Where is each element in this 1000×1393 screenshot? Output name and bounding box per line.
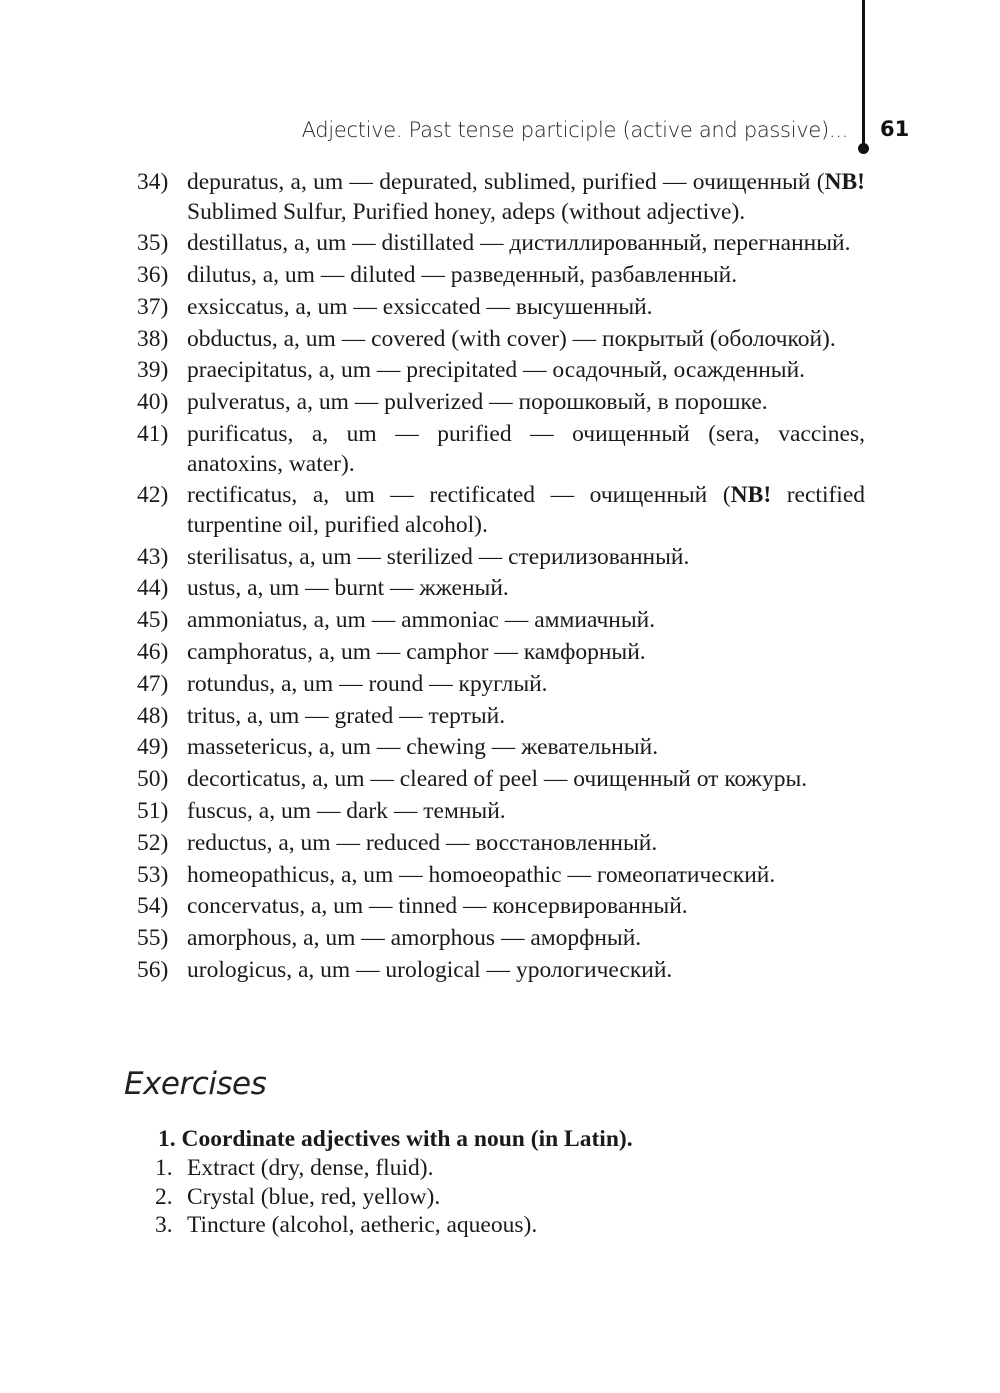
page-number: 61 xyxy=(880,117,910,141)
item-number: 1. xyxy=(155,1155,173,1181)
item-number: 40) xyxy=(137,389,169,416)
item-text: dilutus, a, um — diluted — разведенный, разбавленный. xyxy=(187,262,738,289)
item-text: concervatus, a, um — tinned — консервированный. xyxy=(187,893,688,920)
item-text: obductus, a, um — covered (with cover) — покрытый (оболочкой). xyxy=(187,325,836,352)
item-number: 48) xyxy=(137,702,169,729)
item-text: urologicus, a, um — urological — урологический. xyxy=(187,957,673,984)
list-item xyxy=(137,229,865,259)
item-number: 41) xyxy=(137,421,169,448)
item-number: 3. xyxy=(155,1212,173,1239)
item-text: exsiccatus, a, um — exsiccated — высушенный. xyxy=(187,293,653,320)
item-number: 56) xyxy=(137,957,169,984)
nb-marker: NB! xyxy=(730,482,772,509)
list-item xyxy=(137,325,865,355)
item-number: 55) xyxy=(137,925,169,952)
item-text: homeopathicus, a, um — homoeopathic — гомеопатический. xyxy=(187,861,776,888)
item-text: massetericus, a, um — chewing — жевательный. xyxy=(187,734,659,761)
item-text: pulveratus, a, um — pulverized — порошковый, в порошке. xyxy=(187,389,768,416)
header-vertical-rule xyxy=(862,0,865,148)
item-text: fuscus, a, um — dark — темный. xyxy=(187,798,506,825)
header-rule-dot xyxy=(858,143,869,154)
exercise-heading: 1. Coordinate adjectives with a noun (in Latin). xyxy=(158,1126,633,1152)
item-number: 43) xyxy=(137,543,169,570)
item-number: 34) xyxy=(137,169,169,195)
section-title: Exercises xyxy=(124,1066,267,1102)
list-item xyxy=(137,293,865,323)
item-text: tritus, a, um — grated — тертый. xyxy=(187,702,506,729)
item-number: 50) xyxy=(137,766,169,793)
item-text: amorphous, a, um — amorphous — аморфный. xyxy=(187,925,642,952)
exercise-list xyxy=(155,1154,537,1240)
list-item xyxy=(155,1183,537,1212)
item-number: 47) xyxy=(137,670,169,697)
list-item xyxy=(137,956,865,986)
list-item xyxy=(137,574,865,604)
list-item xyxy=(155,1211,537,1240)
item-text: purificatus, a, um — purified — очищенный (sera, vaccines, anatoxins, water). xyxy=(187,421,865,477)
list-item xyxy=(137,861,865,891)
item-number: 46) xyxy=(137,639,169,666)
item-text: depuratus, a, um — depurated, sublimed, purified — очищенный (NB! Sublimed Sulfur, Purified honey, adeps (without adjective). xyxy=(187,169,866,225)
item-text: reductus, a, um — reduced — восстановленный. xyxy=(187,829,658,856)
item-number: 54) xyxy=(137,893,169,920)
list-item xyxy=(137,670,865,700)
item-text: Extract (dry, dense, fluid). xyxy=(187,1155,434,1181)
list-item xyxy=(137,356,865,386)
list-item xyxy=(137,606,865,636)
list-item xyxy=(137,638,865,668)
item-number: 42) xyxy=(137,482,169,509)
vocabulary-list xyxy=(137,168,865,988)
item-text: praecipitatus, a, um — precipitated — осадочный, осажденный. xyxy=(187,357,806,384)
item-text: rotundus, a, um — round — круглый. xyxy=(187,670,548,697)
item-text: Tincture (alcohol, aetheric, aqueous). xyxy=(187,1212,538,1239)
item-number: 44) xyxy=(137,575,169,602)
list-item xyxy=(137,829,865,859)
item-text: rectificatus, a, um — rectificated — очищенный (NB! rectified turpentine oil, purified alcohol). xyxy=(187,482,866,538)
item-number: 39) xyxy=(137,357,169,384)
item-text: decorticatus, a, um — cleared of peel — очищенный от кожуры. xyxy=(187,766,808,793)
list-item xyxy=(137,797,865,827)
list-item xyxy=(137,420,865,479)
list-item xyxy=(137,388,865,418)
item-number: 36) xyxy=(137,262,169,289)
list-item xyxy=(137,892,865,922)
list-item xyxy=(137,261,865,291)
item-number: 38) xyxy=(137,325,169,352)
item-text: ustus, a, um — burnt — жженый. xyxy=(187,575,509,602)
list-item xyxy=(137,733,865,763)
item-number: 37) xyxy=(137,293,169,320)
item-text: Crystal (blue, red, yellow). xyxy=(187,1183,441,1210)
list-item xyxy=(155,1154,537,1183)
item-text: ammoniatus, a, um — ammoniac — аммиачный. xyxy=(187,607,656,634)
running-head: Adjective. Past tense participle (active and passive)... xyxy=(301,118,848,142)
list-item xyxy=(137,543,865,573)
item-number: 45) xyxy=(137,607,169,634)
item-text: sterilisatus, a, um — sterilized — стерилизованный. xyxy=(187,543,690,570)
item-number: 51) xyxy=(137,798,169,825)
item-text: destillatus, a, um — distillated — дистиллированный, перегнанный. xyxy=(187,230,851,257)
item-number: 52) xyxy=(137,829,169,856)
list-item xyxy=(137,924,865,954)
list-item xyxy=(137,702,865,732)
item-number: 2. xyxy=(155,1183,173,1210)
item-text: camphoratus, a, um — camphor — камфорный. xyxy=(187,639,646,666)
item-number: 53) xyxy=(137,861,169,888)
nb-marker: NB! xyxy=(824,169,866,195)
item-number: 49) xyxy=(137,734,169,761)
list-item xyxy=(137,765,865,795)
list-item xyxy=(137,481,865,540)
list-item xyxy=(137,168,865,227)
item-number: 35) xyxy=(137,230,169,257)
